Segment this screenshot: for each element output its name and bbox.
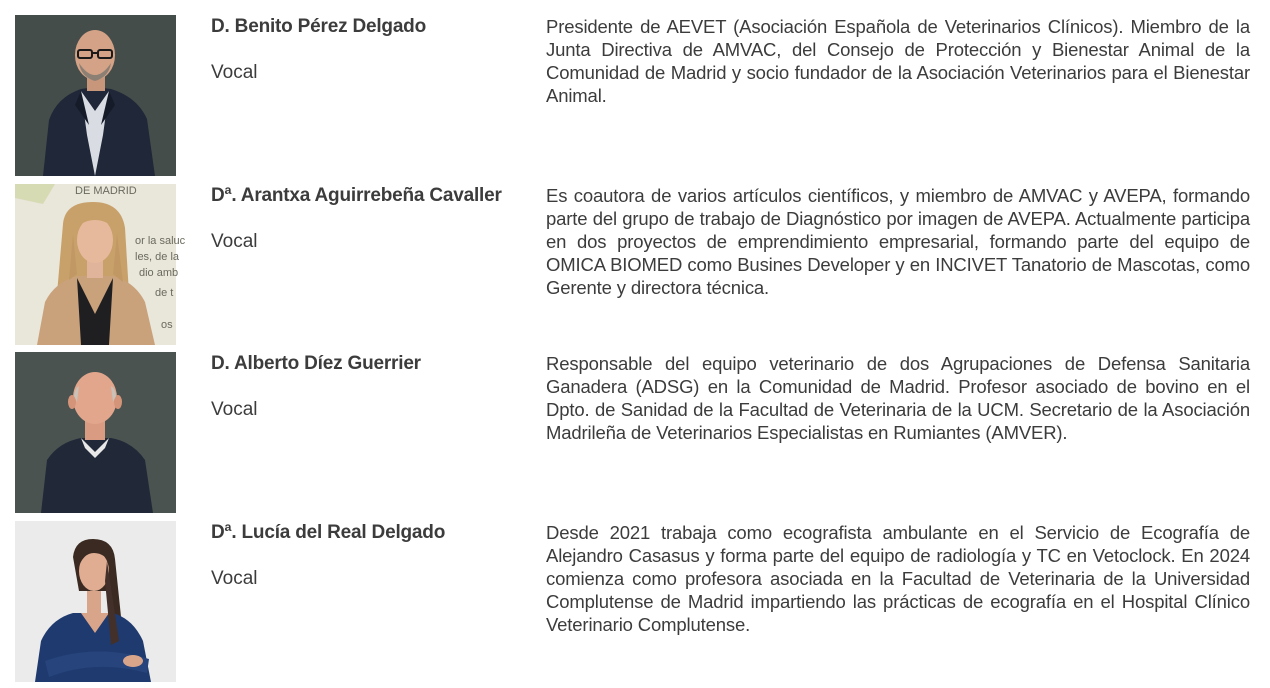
member-card <box>0 352 1270 514</box>
member-bio: Responsable del equipo veterinario de dos Agrupaciones de Defensa Sanitaria Ganadera (ADSG) en la Comunidad de Madrid. Profesor asociado de bovino en el Dpto. de Sanidad de la Facultad de Veterinaria de la UCM. Secretario de la Asociación Madrileña de Veterinarios Especialistas en Rumiantes (AMVER). <box>546 353 1250 443</box>
member-name: Dª. Lucía del Real Delgado <box>211 522 446 543</box>
member-name: Dª. Arantxa Aguirrebeña Cavaller <box>211 185 502 206</box>
member-role: Vocal <box>211 399 258 420</box>
portrait-image <box>15 15 176 176</box>
member-role: Vocal <box>211 62 258 83</box>
member-photo <box>15 15 176 176</box>
member-photo <box>15 184 186 345</box>
member-role: Vocal <box>211 231 258 252</box>
portrait-image <box>15 521 176 682</box>
banner-text: les, de la <box>135 251 180 263</box>
member-bio: Desde 2021 trabaja como ecografista ambulante en el Servicio de Ecografía de Alejandro Casasus y forma parte del equipo de radiología y TC en Vetoclock. En 2024 comienza como profesora asociada en la Facultad de Veterinaria de la Universidad Complutense de Madrid impartiendo las prácticas de ecografía en el Hospital Clínico Veterinario Complutense. <box>546 522 1250 635</box>
member-bio: Es coautora de varios artículos científicos, y miembro de AMVAC y AVEPA, formando parte del grupo de trabajo de Diagnóstico por imagen de AVEPA. Actualmente participa en dos proyectos de emprendimiento empresarial, formando parte del equipo de OMICA BIOMED como Busines Developer y en INCIVET Tanatorio de Mascotas, como Gerente y directora técnica. <box>546 185 1250 298</box>
banner-text: DE MADRID <box>75 185 137 197</box>
member-role: Vocal <box>211 568 258 589</box>
member-bio: Presidente de AEVET (Asociación Española de Veterinarios Clínicos). Miembro de la Junta Directiva de AMVAC, del Consejo de Protección y Bienestar Animal de la Comunidad de Madrid y socio fundador de la Asociación Veterinarios para el Bienestar Animal. <box>546 16 1250 106</box>
member-name: D. Alberto Díez Guerrier <box>211 353 421 374</box>
member-photo <box>15 521 176 682</box>
member-card <box>0 15 1270 177</box>
banner-text: or la saluc <box>135 235 186 247</box>
banner-text: de t <box>155 287 174 299</box>
member-name: D. Benito Pérez Delgado <box>211 16 426 37</box>
member-photo <box>15 352 176 513</box>
portrait-image <box>15 184 186 345</box>
member-card <box>0 521 1270 683</box>
banner-text: os <box>161 319 173 331</box>
member-card <box>0 184 1270 346</box>
portrait-image <box>15 352 176 513</box>
banner-text: dio amb <box>139 267 179 279</box>
